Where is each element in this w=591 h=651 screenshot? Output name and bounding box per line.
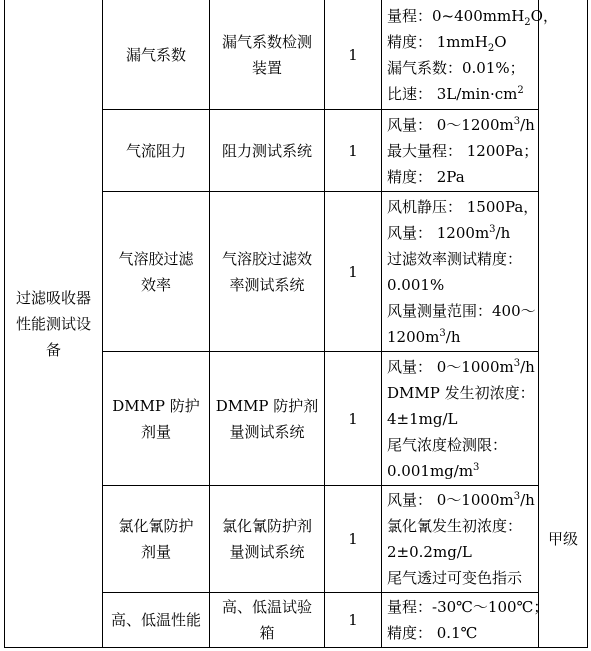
spec-text [387, 594, 548, 646]
superscript: 3 [513, 491, 521, 502]
item-text [112, 393, 200, 445]
device-line: 氯化氰防护剂 [221, 517, 312, 535]
spec-line: 漏气系数：0.01%； [387, 58, 525, 77]
spec-text [387, 487, 535, 591]
spec-line: 精度： 1mmH$_2$O [387, 32, 507, 54]
item-cell [103, 593, 209, 647]
spec-line: 过滤效率测试精度： [387, 249, 523, 268]
device-cell [210, 110, 324, 191]
spec-cell [382, 0, 558, 109]
quantity-cell [325, 192, 381, 351]
device-cell [210, 593, 324, 647]
spec-cell [382, 352, 538, 485]
quantity-cell [325, 593, 381, 647]
superscript: 3 [489, 223, 496, 235]
device-cell [210, 486, 324, 592]
device-line: 阻力测试系统 [221, 141, 312, 160]
spec-line: $1200m^3/h$ [387, 327, 461, 346]
spec-line: 量程：0~400mmH$_2$O， [387, 6, 558, 28]
spec-line: $0.001mg/m^3$ [387, 461, 480, 480]
spec-cell [382, 192, 538, 351]
spec-line: 风量： $0\sim 1000m^3/h$ [387, 357, 535, 376]
category-line: 备 [45, 340, 61, 359]
spec-line: 4±1mg/L [387, 409, 458, 428]
item-text [118, 246, 193, 298]
spec-cell [382, 486, 538, 592]
device-cell [210, 352, 324, 485]
item-line: 剂量 [140, 422, 171, 441]
item-line: DMMP 防护 [112, 396, 200, 415]
item-text [126, 42, 186, 68]
spec-text [387, 194, 538, 350]
spec-line: 风量测量范围：400～ [387, 301, 536, 320]
grade-label: 甲级 [547, 529, 578, 548]
item-cell [103, 0, 209, 109]
spec-line: 比速： $3L/\min\cdot cm^2$ [387, 84, 524, 103]
spec-line: 尾气浓度检测限： [387, 435, 508, 454]
item-cell [103, 352, 209, 485]
item-cell [103, 110, 209, 191]
device-cell [210, 0, 324, 109]
item-line: 气溶胶过滤 [118, 249, 194, 268]
item-line: 高、低温性能 [110, 611, 201, 629]
item-text [111, 607, 201, 633]
spec-text [387, 112, 538, 190]
item-cell [103, 192, 209, 351]
grade-cell [539, 485, 587, 592]
category-line: 过滤吸收器 [15, 288, 91, 307]
item-text [126, 138, 186, 164]
spec-text [387, 354, 535, 484]
device-line: 气溶胶过滤效 [221, 249, 312, 268]
quantity-value: 1 [348, 409, 358, 428]
spec-line: 氯化氰发生初浓度： [387, 517, 523, 535]
device-text [222, 138, 312, 164]
quantity-value: 1 [348, 141, 358, 160]
device-text [216, 393, 319, 445]
superscript: 3 [439, 327, 446, 339]
superscript: 2 [517, 84, 524, 96]
spec-line: 量程：-30℃～100℃； [387, 598, 549, 616]
device-line: 量测试系统 [229, 422, 305, 441]
item-line: 剂量 [140, 543, 171, 561]
spec-line: 0.001% [387, 275, 445, 294]
spec-line: 风机静压： 1500Pa， [387, 197, 539, 216]
spec-text [387, 3, 558, 107]
item-text [118, 513, 193, 565]
spec-line: 精度： 0.1℃ [387, 624, 478, 642]
quantity-cell [325, 486, 381, 592]
quantity-cell [325, 0, 381, 109]
grid-line [587, 0, 588, 647]
spec-line: 最大量程： 1200Pa； [387, 141, 539, 160]
device-line: 装置 [251, 58, 282, 77]
spec-line: 尾气透过可变色指示 [387, 569, 523, 587]
quantity-cell [325, 352, 381, 485]
device-line: 漏气系数检测 [221, 32, 312, 51]
spec-cell [382, 110, 538, 191]
item-line: 漏气系数 [125, 45, 186, 64]
quantity-cell [325, 110, 381, 191]
spec-line: 风量： $0\sim 1200m^3/h$ [387, 115, 535, 134]
grid-line [4, 647, 588, 648]
device-line: 量测试系统 [229, 543, 305, 561]
spec-line: 2±0.2mg/L [387, 543, 472, 561]
subscript: 2 [487, 42, 495, 54]
spec-line: DMMP 发生初浓度： [387, 383, 535, 402]
device-text [222, 246, 312, 298]
subscript: 2 [524, 16, 531, 28]
superscript: 3 [513, 115, 521, 127]
quantity-value: 1 [348, 262, 358, 281]
item-line: 气流阻力 [125, 141, 186, 160]
spec-line: 精度： 2Pa [387, 167, 465, 186]
spec-cell [382, 593, 549, 647]
device-line: DMMP 防护剂 [215, 396, 319, 415]
device-text [222, 29, 312, 81]
device-line: 高、低温试验 [221, 598, 312, 616]
device-text [222, 513, 312, 565]
device-cell [210, 192, 324, 351]
superscript: 3 [473, 461, 480, 473]
superscript: 3 [513, 357, 521, 369]
item-line: 氯化氰防护 [118, 517, 194, 535]
spec-line: 风量： $1200m^3/h$ [387, 223, 511, 242]
item-cell [103, 486, 209, 592]
quantity-value: 1 [348, 530, 358, 548]
category-cell [5, 0, 102, 647]
device-line: 率测试系统 [229, 275, 305, 294]
device-text [222, 594, 312, 646]
item-line: 效率 [140, 275, 171, 294]
device-line: 箱 [259, 624, 275, 642]
quantity-value: 1 [348, 611, 358, 629]
spec-line: 风量： $0\sim 1000m^3/h$ [387, 491, 535, 509]
category-line: 性能测试设 [15, 314, 91, 333]
quantity-value: 1 [348, 45, 358, 64]
